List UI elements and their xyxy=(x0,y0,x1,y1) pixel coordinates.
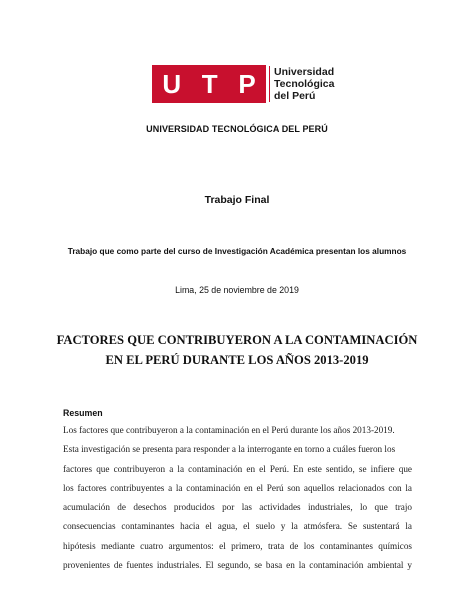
logo-text-line-3: del Perú xyxy=(274,90,316,102)
abstract-line: los factores contribuyentes a la contaminación en el Perú son aquellos relacionados con la xyxy=(63,482,412,493)
abstract-line: consecuencias contaminantes hacia el agua, el suelo y la atmósfera. Se sustentará la xyxy=(63,521,412,532)
logo-text-line-1: Universidad xyxy=(274,66,335,78)
logo-text-line-2: Tecnológica xyxy=(274,78,335,90)
logo-letter-u: U xyxy=(162,69,182,99)
abstract-line: Esta investigación se presenta para responder a la interrogante en torno a cuáles fueron los xyxy=(63,444,396,455)
abstract-line: hipótesis mediante cuatro argumentos: el primero, trata de los contaminantes químicos xyxy=(63,540,412,551)
abstract-line: provenientes de fuentes industriales. El segundo, se basa en la contaminación ambiental y xyxy=(63,560,412,571)
logo-letter-t: T xyxy=(201,69,218,99)
utp-logo xyxy=(152,65,334,103)
abstract-line: Los factores que contribuyeron a la contaminación en el Perú durante los años 2013-2019. xyxy=(63,425,395,435)
logo-letter-p: P xyxy=(238,69,256,99)
abstract-line: acumulación de desechos producidos por las actividades industriales, lo que trajo xyxy=(63,502,412,513)
logo-wordmark xyxy=(274,66,334,102)
work-subtitle: Trabajo que como parte del curso de Investigación Académica presentan los alumnos xyxy=(67,246,407,256)
utp-logo-box xyxy=(152,65,266,103)
abstract-line: factores que contribuyeron a la contaminación en el Perú. En este sentido, se infiere que xyxy=(63,463,412,474)
abstract-heading: Resumen xyxy=(63,408,103,418)
abstract-body xyxy=(63,421,412,575)
main-title-line-1: FACTORES QUE CONTRIBUYERON A LA CONTAMINACIÓN xyxy=(56,333,418,347)
work-title: Trabajo Final xyxy=(204,194,270,206)
main-title xyxy=(0,330,474,370)
logo-divider xyxy=(269,66,270,102)
main-title-line-2: EN EL PERÚ DURANTE LOS AÑOS 2013-2019 xyxy=(105,353,369,367)
university-name: UNIVERSIDAD TECNOLÓGICA DEL PERÚ xyxy=(146,124,328,134)
document-date: Lima, 25 de noviembre de 2019 xyxy=(175,285,299,295)
